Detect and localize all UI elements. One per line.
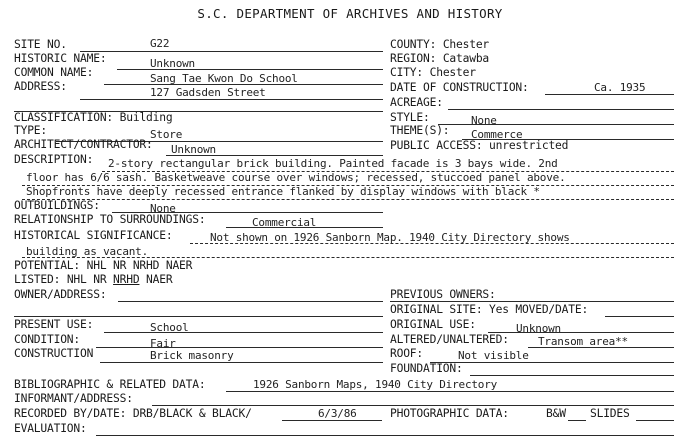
- type-label: TYPE:: [14, 124, 48, 137]
- type-value: Store: [150, 128, 183, 141]
- recorded-date-line: [282, 420, 382, 421]
- bw-line: [568, 420, 586, 421]
- address-label: ADDRESS:: [14, 80, 67, 93]
- historic-name-value: Unknown: [150, 57, 195, 70]
- listed-value-marked: NRHD: [113, 273, 140, 286]
- bibliographic-value: 1926 Sanborn Maps, 1940 City Directory: [253, 378, 498, 391]
- common-name-value: Sang Tae Kwon Do School: [150, 72, 298, 85]
- city-row: [390, 66, 476, 79]
- city-label: CITY:: [390, 66, 424, 79]
- date-of-construction-line: [545, 94, 674, 95]
- site-no-line: [80, 51, 383, 52]
- recorded-date-value: 6/3/86: [318, 407, 357, 420]
- common-name-label: COMMON NAME:: [14, 66, 94, 79]
- previous-owners-label: PREVIOUS OWNERS:: [390, 288, 496, 301]
- present-use-line: [104, 332, 383, 333]
- description-label: DESCRIPTION:: [14, 153, 94, 166]
- county-row: [390, 38, 489, 51]
- bibliographic-label: BIBLIOGRAPHIC & RELATED DATA:: [14, 378, 206, 391]
- historical-significance-rule-1: [190, 243, 674, 244]
- classification-label: [14, 111, 172, 124]
- historic-name-label: HISTORIC NAME:: [14, 52, 107, 65]
- condition-label: CONDITION:: [14, 333, 81, 346]
- previous-owners-line: [390, 301, 674, 302]
- altered-value: Transom area**: [538, 335, 628, 348]
- relationship-line: [226, 227, 383, 228]
- recorded-by-value: DRB/BLACK & BLACK/: [132, 407, 252, 420]
- listed-value-pre: NHL NR: [66, 273, 114, 286]
- historical-significance-line-1: Not shown on 1926 Sanborn Map. 1940 City Directory shows: [210, 231, 570, 244]
- description-line-1: 2-story rectangular brick building. Painted facade is 3 bays wide. 2nd: [108, 157, 558, 170]
- evaluation-label: EVALUATION:: [14, 422, 87, 435]
- construction-label: CONSTRUCTION: [14, 347, 94, 360]
- roof-label: ROOF:: [390, 347, 424, 360]
- date-of-construction-value: Ca. 1935: [594, 81, 646, 94]
- bw-label: B&W: [546, 407, 566, 420]
- county-value: Chester: [442, 38, 490, 51]
- roof-value: Not visible: [458, 349, 529, 362]
- address-value: 127 Gadsden Street: [150, 86, 266, 99]
- owner-address-line: [118, 301, 383, 302]
- informant-line: [152, 405, 674, 406]
- owner-address-line-2: [14, 316, 383, 317]
- city-value: Chester: [429, 66, 476, 79]
- style-line: [438, 124, 674, 125]
- historical-significance-line-2: building as vacant.: [26, 245, 149, 258]
- potential-row: [14, 259, 192, 272]
- construction-line: [100, 362, 383, 363]
- site-no-label: SITE NO.: [14, 38, 67, 51]
- architect-line: [166, 155, 383, 156]
- recorded-by-label: RECORDED BY/DATE:: [14, 407, 127, 420]
- common-name-line: [104, 84, 383, 85]
- original-site-line: [605, 316, 674, 317]
- architect-label: ARCHITECT/CONTRACTOR:: [14, 138, 153, 151]
- foundation-label: FOUNDATION:: [390, 362, 463, 375]
- historical-significance-rule-2: [22, 257, 674, 258]
- style-label: STYLE:: [390, 111, 430, 124]
- relationship-value: Commercial: [252, 216, 317, 229]
- outbuildings-label: OUTBUILDINGS:: [14, 199, 100, 212]
- theme-value: Commerce: [471, 128, 523, 141]
- theme-label: THEME(S):: [390, 124, 450, 137]
- construction-value: Brick masonry: [150, 349, 234, 362]
- classification-label-text: CLASSIFICATION:: [14, 111, 114, 124]
- historic-name-line: [117, 69, 383, 70]
- altered-label: ALTERED/UNALTERED:: [390, 333, 509, 346]
- bibliographic-line: [226, 391, 674, 392]
- present-use-value: School: [150, 321, 189, 334]
- public-access-label: PUBLIC ACCESS:: [390, 139, 483, 152]
- address-line: [80, 99, 383, 100]
- description-line-2: floor has 6/6 sash. Basketweave course over windows; recessed, stuccoed panel above.: [26, 171, 566, 184]
- potential-value: NHL NR NRHD NAER: [86, 259, 193, 272]
- potential-label: POTENTIAL:: [14, 259, 81, 272]
- foundation-line: [470, 375, 674, 376]
- owner-address-label: OWNER/ADDRESS:: [14, 288, 107, 301]
- public-access-value: unrestricted: [489, 139, 569, 152]
- classification-value: Building: [119, 111, 173, 124]
- classification-top-line: [14, 111, 383, 112]
- public-access-row: [390, 139, 568, 152]
- historical-significance-label: HISTORICAL SIGNIFICANCE:: [14, 229, 173, 242]
- slides-line: [636, 420, 674, 421]
- date-of-construction-label: DATE OF CONSTRUCTION:: [390, 81, 529, 94]
- slides-label: SLIDES: [590, 407, 630, 420]
- architect-value: Unknown: [171, 143, 216, 156]
- altered-line: [528, 347, 674, 348]
- acreage-line: [448, 109, 674, 110]
- listed-label: LISTED:: [14, 273, 61, 286]
- region-value: Catawba: [442, 52, 490, 65]
- present-use-label: PRESENT USE:: [14, 318, 94, 331]
- outbuildings-value: None: [150, 202, 176, 215]
- roof-line: [430, 362, 674, 363]
- condition-line: [96, 347, 383, 348]
- description-rule-3: [22, 199, 674, 200]
- site-no-value: G22: [150, 37, 170, 50]
- original-use-line: [488, 332, 674, 333]
- county-label: COUNTY:: [390, 38, 437, 51]
- informant-label: INFORMANT/ADDRESS:: [14, 392, 133, 405]
- form-header: S.C. DEPARTMENT OF ARCHIVES AND HISTORY: [197, 6, 503, 21]
- original-site-label: ORIGINAL SITE: Yes MOVED/DATE:: [390, 303, 589, 316]
- listed-row: [14, 273, 172, 286]
- photographic-label: PHOTOGRAPHIC DATA:: [390, 407, 509, 420]
- style-value: None: [471, 114, 497, 127]
- listed-value-post: NAER: [139, 273, 173, 286]
- region-label: REGION:: [390, 52, 437, 65]
- recorded-by-row: [14, 407, 252, 420]
- acreage-label: ACREAGE:: [390, 96, 443, 109]
- original-use-value: Unknown: [516, 322, 561, 335]
- evaluation-line: [96, 435, 674, 436]
- description-line-3: Shopfronts have deeply recessed entrance flanked by display windows with black *: [26, 185, 540, 198]
- condition-value: Fair: [150, 337, 176, 350]
- region-row: [390, 52, 489, 65]
- original-use-label: ORIGINAL USE:: [390, 318, 476, 331]
- relationship-label: RELATIONSHIP TO SURROUNDINGS:: [14, 213, 206, 226]
